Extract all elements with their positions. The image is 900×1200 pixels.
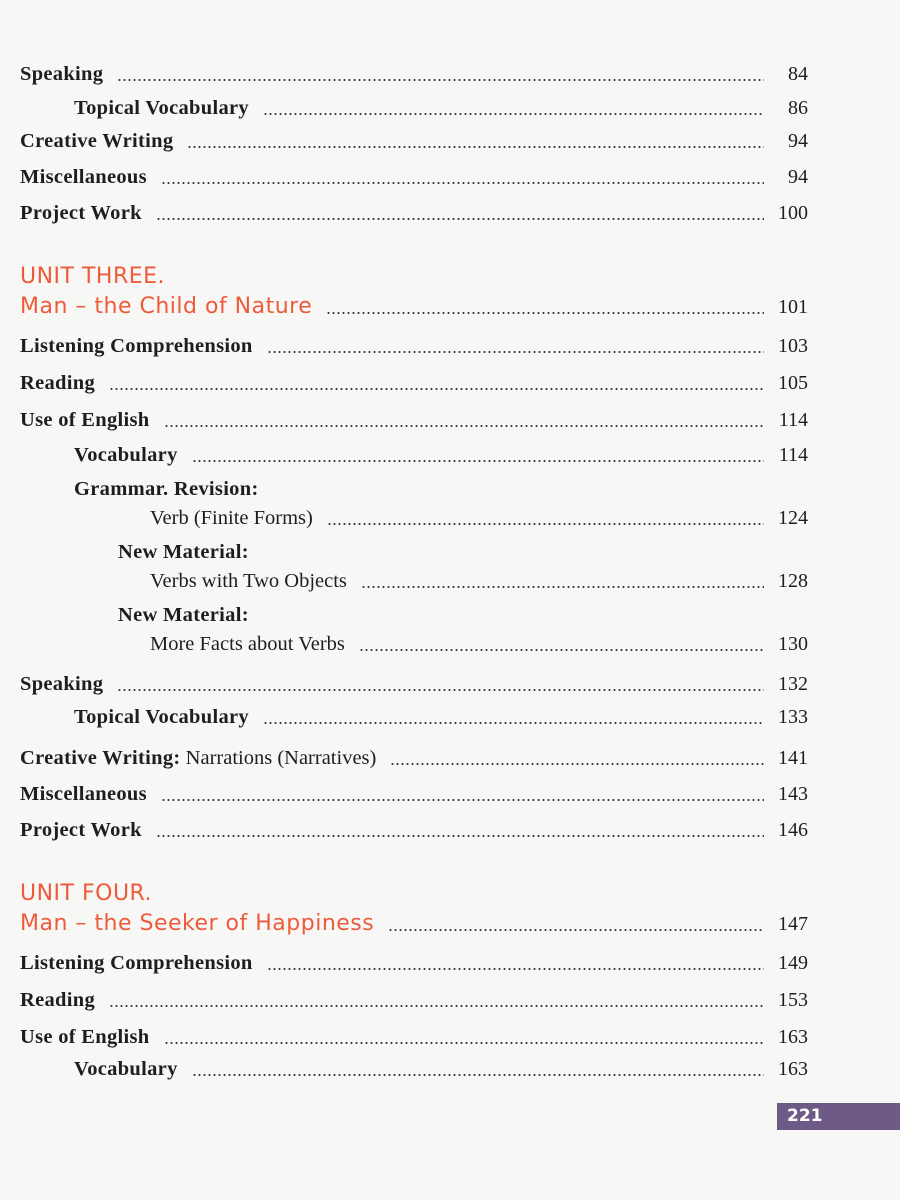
dot-leader: [164, 1042, 764, 1044]
dot-leader: [327, 523, 764, 525]
toc-page-number: 128: [778, 570, 808, 592]
toc-entry-label: Listening Comprehension: [20, 335, 253, 357]
page-number-badge: 221: [777, 1103, 900, 1130]
toc-page-number: 130: [778, 633, 808, 655]
toc-page-number: 124: [778, 507, 808, 529]
toc-entry-label: Speaking: [20, 63, 104, 85]
toc-entry-creative-writing[interactable]: [20, 125, 808, 157]
toc-entry-label: Verbs with Two Objects: [150, 570, 347, 592]
toc-entry-label: Listening Comprehension: [20, 952, 253, 974]
dot-leader: [359, 649, 764, 651]
toc-entry-vocabulary[interactable]: [74, 439, 808, 471]
toc-page-number: 114: [778, 409, 808, 431]
toc-entry-label: Creative Writing: [20, 130, 174, 152]
toc-page-number: 147: [778, 913, 808, 935]
toc-page-number: 105: [778, 372, 808, 394]
toc-page-number: 94: [788, 166, 808, 188]
toc-page-number: 103: [778, 335, 808, 357]
dot-leader: [161, 799, 764, 801]
toc-entry-speaking[interactable]: [20, 58, 808, 90]
toc-entry-miscellaneous[interactable]: [20, 161, 808, 193]
toc-page-number: 84: [788, 63, 808, 85]
toc-page-number: 163: [778, 1058, 808, 1080]
dot-leader: [109, 1005, 764, 1007]
toc-entry-miscellaneous[interactable]: [20, 778, 808, 810]
toc-entry-label: Project Work: [20, 819, 142, 841]
toc-entry-topical-vocabulary[interactable]: [74, 701, 808, 733]
dot-leader: [361, 586, 764, 588]
toc-entry-label: Vocabulary: [74, 444, 178, 466]
toc-entry-label: Use of English: [20, 409, 150, 431]
toc-page-number: 149: [778, 952, 808, 974]
unit-four-heading: UNIT FOUR.: [20, 881, 153, 906]
toc-entry-label: Miscellaneous: [20, 783, 147, 805]
toc-page-number: 86: [788, 97, 808, 119]
dot-leader: [109, 388, 764, 390]
toc-subheading-new-material: New Material:: [118, 604, 249, 626]
dot-leader: [156, 218, 764, 220]
dot-leader: [388, 929, 764, 931]
toc-entry-use-of-english[interactable]: [20, 404, 808, 436]
dot-leader: [187, 146, 764, 148]
toc-entry-verb-finite-forms[interactable]: [150, 502, 808, 534]
toc-subheading-grammar-revision: Grammar. Revision:: [74, 478, 259, 500]
dot-leader: [117, 79, 764, 81]
dot-leader: [192, 460, 764, 462]
toc-entry-project-work[interactable]: [20, 197, 808, 229]
toc-entry-label: Use of English: [20, 1026, 150, 1048]
dot-leader: [267, 351, 764, 353]
unit-four-title: Man – the Seeker of Happiness: [20, 911, 375, 936]
toc-entry-label: Vocabulary: [74, 1058, 178, 1080]
toc-entry-speaking[interactable]: [20, 668, 808, 700]
toc-entry-listening-comprehension[interactable]: [20, 330, 808, 362]
toc-page-number: 163: [778, 1026, 808, 1048]
toc-entry-creative-writing[interactable]: [20, 742, 808, 774]
toc-entry-label: More Facts about Verbs: [150, 633, 345, 655]
toc-entry-use-of-english[interactable]: [20, 1021, 808, 1053]
toc-subheading-new-material: New Material:: [118, 541, 249, 563]
toc-page-number: 94: [788, 130, 808, 152]
toc-entry-topical-vocabulary[interactable]: [74, 92, 808, 124]
dot-leader: [263, 722, 764, 724]
toc-page-number: 114: [778, 444, 808, 466]
dot-leader: [326, 312, 764, 314]
toc-entry-label: Verb (Finite Forms): [150, 507, 313, 529]
unit-three-title-entry[interactable]: [20, 291, 808, 323]
unit-four-title-entry[interactable]: [20, 908, 808, 940]
dot-leader: [192, 1074, 764, 1076]
toc-entry-label: Reading: [20, 372, 96, 394]
unit-three-title: Man – the Child of Nature: [20, 294, 313, 319]
dot-leader: [156, 835, 764, 837]
dot-leader: [164, 425, 764, 427]
toc-entry-label: Topical Vocabulary: [74, 706, 249, 728]
toc-entry-listening-comprehension[interactable]: [20, 947, 808, 979]
toc-entry-reading[interactable]: [20, 984, 808, 1016]
dot-leader: [263, 113, 764, 115]
toc-page-number: 153: [778, 989, 808, 1011]
toc-entry-label: Reading: [20, 989, 96, 1011]
toc-page-number: 101: [778, 296, 808, 318]
dot-leader: [267, 968, 764, 970]
toc-page-number: 133: [778, 706, 808, 728]
dot-leader: [161, 182, 764, 184]
dot-leader: [117, 689, 764, 691]
toc-entry-verbs-two-objects[interactable]: [150, 565, 808, 597]
toc-entry-vocabulary[interactable]: [74, 1053, 808, 1085]
toc-entry-project-work[interactable]: [20, 814, 808, 846]
toc-entry-label: Creative Writing:: [20, 747, 181, 769]
unit-three-heading: UNIT THREE.: [20, 264, 166, 289]
toc-page-number: 146: [778, 819, 808, 841]
toc-page-number: 100: [778, 202, 808, 224]
toc-entry-label: Miscellaneous: [20, 166, 147, 188]
toc-page-number: 141: [778, 747, 808, 769]
toc-entry-sublabel: Narrations (Narratives): [185, 747, 377, 769]
toc-page-number: 143: [778, 783, 808, 805]
toc-entry-more-facts-about-verbs[interactable]: [150, 628, 808, 660]
toc-entry-label: Topical Vocabulary: [74, 97, 249, 119]
toc-entry-label: Speaking: [20, 673, 104, 695]
toc-entry-label: Project Work: [20, 202, 142, 224]
dot-leader: [390, 763, 764, 765]
toc-page-number: 132: [778, 673, 808, 695]
toc-entry-reading[interactable]: [20, 367, 808, 399]
